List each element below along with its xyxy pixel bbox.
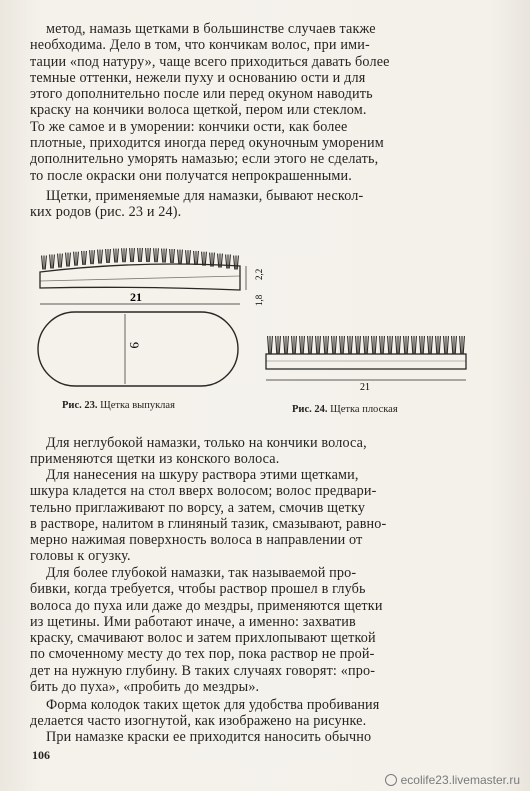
text-line: делается часто изогнутой, как изображено на рисунке.: [30, 713, 367, 730]
fig24-bristles: [268, 336, 465, 354]
text-line: по смоченному месту до тех пор, пока раствор не прой-: [30, 646, 375, 663]
paragraph-5: [30, 565, 460, 695]
text-line: в растворе, налитом в глиняный тазик, смазывают, равно-: [30, 515, 387, 532]
text-line: То же самое и в уморении: кончики ости, как более: [30, 118, 348, 135]
figure-23-convex-brush: [30, 248, 270, 398]
text-line: бить до пуха», «пробить до мездры».: [30, 679, 260, 696]
fig23-caption-number: Рис. 23.: [62, 400, 98, 411]
paragraph-7: [30, 729, 460, 745]
text-line: волоса до пуха или даже до мездры, применяются щетки: [30, 597, 383, 614]
text-line: ких родов (рис. 23 и 24).: [30, 204, 182, 221]
text-line: бивки, когда требуется, чтобы раствор прошел в глубь: [30, 581, 366, 598]
text-line: Для неглубокой намазки, только на кончики волоса,: [46, 435, 367, 451]
fig23-dim-width: 9: [127, 342, 142, 349]
fig24-caption: [292, 404, 398, 415]
fig24-caption-text: Щетка плоская: [330, 404, 398, 415]
text-line: тации «под натуру», чаще всего приходиться давать более: [30, 53, 390, 70]
paragraph-3: [30, 435, 460, 468]
text-line: Форма колодок таких щеток для удобства пробивания: [46, 697, 380, 713]
text-line: плотные, приходится иногда перед окуночным умореним: [30, 135, 384, 152]
text-line: этого дополнительно после или перед окуном наводить: [30, 86, 373, 103]
text-line: дополнительно уморять намазью; если этого не сделать,: [30, 151, 379, 168]
text-line: При намазке краски ее приходится наносить обычно: [46, 729, 372, 745]
text-line: из щетины. Ими работают иначе, а именно: захватив: [30, 613, 356, 630]
text-line: краску на кончики волоса щеткой, пером или стеклом.: [30, 102, 367, 119]
paragraph-1: [30, 21, 460, 184]
text-line: тельно приглаживают по ворсу, а затем, смочив щетку: [30, 499, 366, 516]
text-line: мерно нажимая поверхность волоса в направлении от: [30, 532, 363, 549]
text-line: головы к огузку.: [30, 548, 131, 565]
fig24-dim-length: 21: [360, 382, 370, 393]
fig23-caption: [62, 400, 175, 411]
text-line: темные оттенки, нежели пуху и основанию ости и для: [30, 69, 366, 86]
fig23-caption-text: Щетка выпуклая: [100, 400, 175, 411]
text-line: шкура кладется на стол вверх волосом; волос предвари-: [30, 483, 377, 500]
fig23-dim-height-a: 1,8: [254, 294, 264, 306]
paragraph-6: [30, 697, 460, 730]
fig23-dim-height-b: 2,2: [254, 268, 264, 280]
figure-24-flat-brush: [262, 330, 482, 400]
text-line: то после окраски они получатся непрокрашенными.: [30, 167, 352, 184]
fig23-plan-view: [38, 312, 238, 386]
text-line: метод, намазь щетками в большинстве случаев также: [46, 21, 376, 37]
paragraph-2: [30, 188, 460, 221]
watermark[interactable]: [385, 773, 520, 787]
text-line: Щетки, применяемые для намазки, бывают нескол-: [46, 188, 364, 204]
text-line: Для более глубокой намазки, так называемой про-: [46, 565, 357, 581]
watermark-text: ecolife23.livemaster.ru: [400, 773, 520, 787]
text-line: применяются щетки из конского волоса.: [30, 451, 280, 468]
page-number: 106: [32, 748, 50, 762]
fig24-block: [266, 354, 466, 369]
text-line: дет на нужную глубину. В таких случаях говорят: «про-: [30, 662, 376, 679]
text-line: краску, смачивают волос и затем прихлопывают щеткой: [30, 630, 376, 647]
livemaster-logo-icon: [385, 774, 397, 786]
text-line: необходима. Дело в том, что кончикам волос, при ими-: [30, 37, 370, 54]
text-line: Для нанесения на шкуру раствора этими щетками,: [46, 467, 359, 483]
fig23-bristles: [42, 248, 239, 269]
fig24-caption-number: Рис. 24.: [292, 404, 328, 415]
paragraph-4: [30, 467, 460, 565]
fig23-dim-length: 21: [130, 290, 142, 304]
